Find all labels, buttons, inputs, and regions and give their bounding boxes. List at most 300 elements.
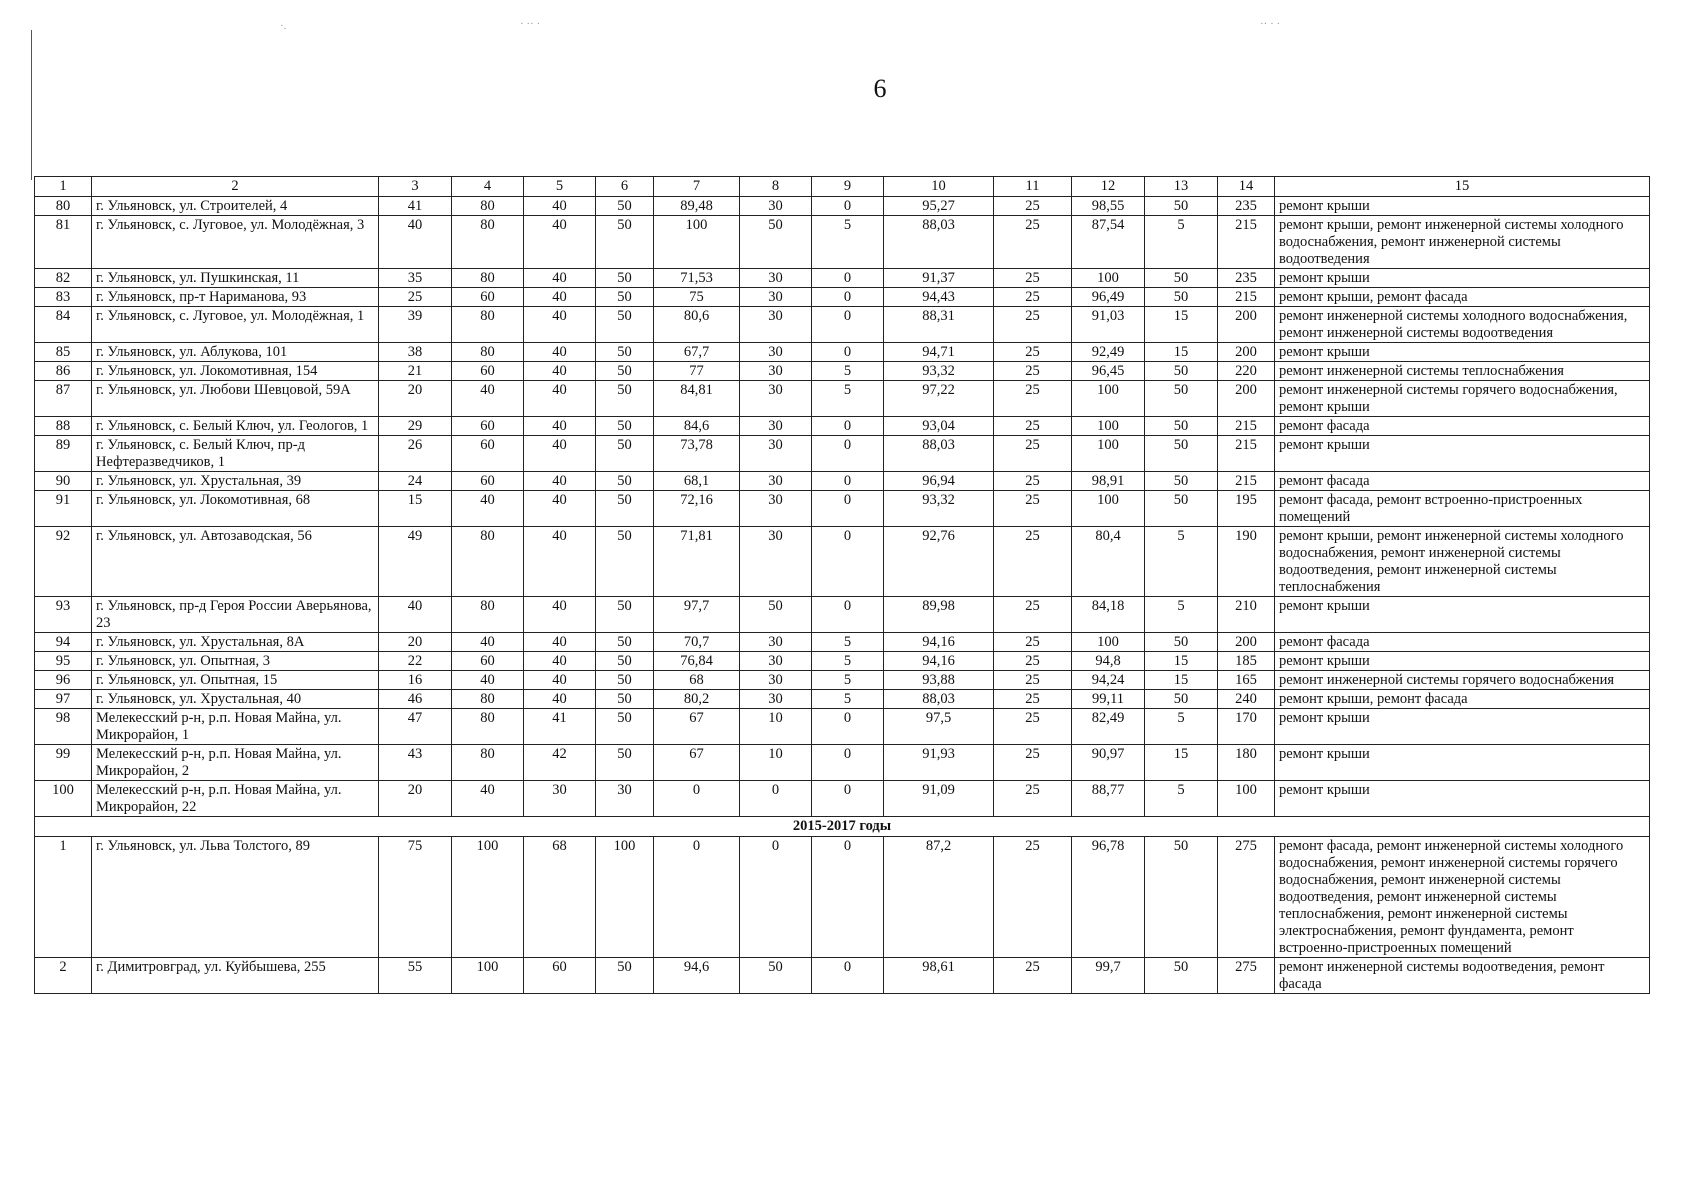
repair-works-cell: ремонт фасада, ремонт инженерной системы холодного водоснабжения, ремонт инженерной системы горячего водоснабжения, ремонт инженерной системы водоотведения, ремонт инженерной системы теплоснабжения, ремонт инженерной системы электроснабжения, ремонт фундамента, ремонт встроенно-пристроенных помещений [1275, 837, 1650, 958]
value-cell: 40 [524, 269, 596, 288]
value-cell: 40 [524, 288, 596, 307]
table-row [35, 597, 1650, 633]
value-cell: 25 [994, 690, 1072, 709]
repair-works-cell: ремонт крыши [1275, 597, 1650, 633]
page-number: 6 [873, 74, 887, 103]
repair-works-cell: ремонт инженерной системы водоотведения, ремонт фасада [1275, 958, 1650, 994]
value-cell: 35 [379, 269, 452, 288]
repair-works-cell: ремонт инженерной системы холодного водоснабжения, ремонт инженерной системы водоотведения [1275, 307, 1650, 343]
value-cell: 94,8 [1072, 652, 1145, 671]
value-cell: 68,1 [654, 472, 740, 491]
value-cell: 50 [596, 197, 654, 216]
value-cell: 30 [740, 633, 812, 652]
value-cell: 67 [654, 709, 740, 745]
value-cell: 67 [654, 745, 740, 781]
address-cell: г. Ульяновск, с. Луговое, ул. Молодёжная, 1 [92, 307, 379, 343]
repair-works-cell: ремонт фасада [1275, 633, 1650, 652]
row-number-cell: 89 [35, 436, 92, 472]
value-cell: 25 [994, 269, 1072, 288]
value-cell: 96,78 [1072, 837, 1145, 958]
value-cell: 22 [379, 652, 452, 671]
table-body-part1 [35, 197, 1650, 817]
value-cell: 73,78 [654, 436, 740, 472]
value-cell: 88,77 [1072, 781, 1145, 817]
value-cell: 50 [596, 652, 654, 671]
value-cell: 80 [452, 216, 524, 269]
row-number-cell: 86 [35, 362, 92, 381]
address-cell: г. Ульяновск, ул. Льва Толстого, 89 [92, 837, 379, 958]
page-left-rule [31, 30, 32, 180]
row-number-cell: 84 [35, 307, 92, 343]
value-cell: 84,6 [654, 417, 740, 436]
row-number-cell: 1 [35, 837, 92, 958]
table-row [35, 216, 1650, 269]
value-cell: 21 [379, 362, 452, 381]
value-cell: 93,88 [884, 671, 994, 690]
value-cell: 80,6 [654, 307, 740, 343]
table-row [35, 472, 1650, 491]
value-cell: 88,31 [884, 307, 994, 343]
value-cell: 25 [994, 436, 1072, 472]
value-cell: 185 [1218, 652, 1275, 671]
value-cell: 80 [452, 307, 524, 343]
row-number-cell: 87 [35, 381, 92, 417]
value-cell: 40 [452, 491, 524, 527]
value-cell: 190 [1218, 527, 1275, 597]
value-cell: 30 [740, 436, 812, 472]
value-cell: 95,27 [884, 197, 994, 216]
value-cell: 0 [812, 288, 884, 307]
value-cell: 40 [524, 652, 596, 671]
value-cell: 100 [1072, 491, 1145, 527]
value-cell: 93,32 [884, 491, 994, 527]
value-cell: 41 [379, 197, 452, 216]
value-cell: 40 [524, 597, 596, 633]
value-cell: 91,93 [884, 745, 994, 781]
value-cell: 0 [812, 709, 884, 745]
repair-works-cell: ремонт крыши, ремонт фасада [1275, 288, 1650, 307]
scan-speck: ·. [280, 20, 287, 32]
value-cell: 25 [994, 491, 1072, 527]
row-number-cell: 82 [35, 269, 92, 288]
value-cell: 195 [1218, 491, 1275, 527]
value-cell: 40 [524, 362, 596, 381]
value-cell: 89,48 [654, 197, 740, 216]
value-cell: 26 [379, 436, 452, 472]
value-cell: 30 [740, 417, 812, 436]
value-cell: 0 [812, 197, 884, 216]
table-row [35, 381, 1650, 417]
value-cell: 99,11 [1072, 690, 1145, 709]
table-row [35, 958, 1650, 994]
address-cell: г. Ульяновск, ул. Любови Шевцовой, 59А [92, 381, 379, 417]
column-header: 13 [1145, 177, 1218, 197]
value-cell: 25 [994, 527, 1072, 597]
row-number-cell: 2 [35, 958, 92, 994]
value-cell: 50 [596, 288, 654, 307]
value-cell: 84,81 [654, 381, 740, 417]
column-header: 4 [452, 177, 524, 197]
address-cell: г. Ульяновск, ул. Опытная, 15 [92, 671, 379, 690]
value-cell: 50 [740, 597, 812, 633]
address-cell: г. Ульяновск, ул. Строителей, 4 [92, 197, 379, 216]
address-cell: Мелекесский р-н, р.п. Новая Майна, ул. Микрорайон, 22 [92, 781, 379, 817]
value-cell: 55 [379, 958, 452, 994]
value-cell: 215 [1218, 417, 1275, 436]
value-cell: 200 [1218, 343, 1275, 362]
repair-works-cell: ремонт фасада [1275, 417, 1650, 436]
repair-works-cell: ремонт крыши [1275, 781, 1650, 817]
repair-works-cell: ремонт крыши [1275, 745, 1650, 781]
value-cell: 94,43 [884, 288, 994, 307]
value-cell: 40 [524, 343, 596, 362]
value-cell: 50 [596, 343, 654, 362]
row-number-cell: 94 [35, 633, 92, 652]
value-cell: 60 [452, 436, 524, 472]
value-cell: 80 [452, 709, 524, 745]
value-cell: 0 [812, 491, 884, 527]
value-cell: 215 [1218, 216, 1275, 269]
value-cell: 25 [994, 307, 1072, 343]
value-cell: 30 [596, 781, 654, 817]
address-cell: г. Ульяновск, ул. Автозаводская, 56 [92, 527, 379, 597]
value-cell: 40 [524, 472, 596, 491]
value-cell: 47 [379, 709, 452, 745]
value-cell: 30 [740, 307, 812, 343]
value-cell: 50 [596, 381, 654, 417]
value-cell: 42 [524, 745, 596, 781]
value-cell: 91,09 [884, 781, 994, 817]
column-header: 10 [884, 177, 994, 197]
row-number-cell: 95 [35, 652, 92, 671]
value-cell: 93,32 [884, 362, 994, 381]
table-row [35, 671, 1650, 690]
value-cell: 5 [812, 671, 884, 690]
value-cell: 80 [452, 690, 524, 709]
value-cell: 20 [379, 633, 452, 652]
value-cell: 38 [379, 343, 452, 362]
value-cell: 200 [1218, 633, 1275, 652]
value-cell: 50 [596, 527, 654, 597]
address-cell: г. Ульяновск, ул. Хрустальная, 8А [92, 633, 379, 652]
value-cell: 98,55 [1072, 197, 1145, 216]
value-cell: 30 [740, 362, 812, 381]
value-cell: 220 [1218, 362, 1275, 381]
value-cell: 25 [994, 381, 1072, 417]
value-cell: 70,7 [654, 633, 740, 652]
value-cell: 275 [1218, 837, 1275, 958]
address-cell: г. Ульяновск, ул. Хрустальная, 39 [92, 472, 379, 491]
table-row [35, 269, 1650, 288]
value-cell: 60 [452, 472, 524, 491]
repair-schedule-table [34, 176, 1650, 994]
repair-works-cell: ремонт крыши [1275, 436, 1650, 472]
value-cell: 15 [1145, 671, 1218, 690]
value-cell: 100 [1072, 381, 1145, 417]
value-cell: 80,2 [654, 690, 740, 709]
value-cell: 15 [379, 491, 452, 527]
value-cell: 50 [740, 216, 812, 269]
value-cell: 94,71 [884, 343, 994, 362]
value-cell: 96,49 [1072, 288, 1145, 307]
value-cell: 40 [452, 381, 524, 417]
value-cell: 40 [524, 491, 596, 527]
address-cell: г. Ульяновск, ул. Локомотивная, 154 [92, 362, 379, 381]
value-cell: 50 [596, 362, 654, 381]
value-cell: 68 [654, 671, 740, 690]
value-cell: 5 [1145, 781, 1218, 817]
address-cell: г. Ульяновск, ул. Опытная, 3 [92, 652, 379, 671]
column-header: 11 [994, 177, 1072, 197]
table-row [35, 633, 1650, 652]
value-cell: 75 [654, 288, 740, 307]
column-header: 2 [92, 177, 379, 197]
table-row [35, 436, 1650, 472]
address-cell: г. Димитровград, ул. Куйбышева, 255 [92, 958, 379, 994]
value-cell: 80 [452, 343, 524, 362]
value-cell: 5 [1145, 597, 1218, 633]
value-cell: 5 [1145, 527, 1218, 597]
value-cell: 0 [812, 837, 884, 958]
value-cell: 50 [596, 491, 654, 527]
address-cell: Мелекесский р-н, р.п. Новая Майна, ул. Микрорайон, 1 [92, 709, 379, 745]
value-cell: 50 [1145, 436, 1218, 472]
table-row [35, 709, 1650, 745]
value-cell: 41 [524, 709, 596, 745]
address-cell: г. Ульяновск, ул. Пушкинская, 11 [92, 269, 379, 288]
value-cell: 92,76 [884, 527, 994, 597]
value-cell: 50 [1145, 417, 1218, 436]
value-cell: 97,7 [654, 597, 740, 633]
table-row [35, 343, 1650, 362]
column-header: 9 [812, 177, 884, 197]
table-row [35, 307, 1650, 343]
value-cell: 40 [524, 197, 596, 216]
table-row [35, 745, 1650, 781]
value-cell: 25 [994, 288, 1072, 307]
value-cell: 92,49 [1072, 343, 1145, 362]
address-cell: г. Ульяновск, с. Луговое, ул. Молодёжная, 3 [92, 216, 379, 269]
value-cell: 30 [740, 269, 812, 288]
value-cell: 10 [740, 709, 812, 745]
value-cell: 0 [654, 837, 740, 958]
value-cell: 0 [812, 527, 884, 597]
value-cell: 87,54 [1072, 216, 1145, 269]
value-cell: 50 [596, 269, 654, 288]
value-cell: 91,37 [884, 269, 994, 288]
repair-works-cell: ремонт крыши, ремонт инженерной системы холодного водоснабжения, ремонт инженерной системы водоотведения [1275, 216, 1650, 269]
value-cell: 24 [379, 472, 452, 491]
value-cell: 16 [379, 671, 452, 690]
column-header: 1 [35, 177, 92, 197]
value-cell: 72,16 [654, 491, 740, 527]
value-cell: 165 [1218, 671, 1275, 690]
value-cell: 50 [596, 597, 654, 633]
value-cell: 71,81 [654, 527, 740, 597]
value-cell: 0 [812, 343, 884, 362]
value-cell: 25 [994, 958, 1072, 994]
value-cell: 25 [994, 216, 1072, 269]
value-cell: 88,03 [884, 436, 994, 472]
value-cell: 97,22 [884, 381, 994, 417]
value-cell: 100 [654, 216, 740, 269]
value-cell: 25 [994, 417, 1072, 436]
value-cell: 40 [379, 597, 452, 633]
value-cell: 5 [812, 381, 884, 417]
value-cell: 40 [524, 417, 596, 436]
value-cell: 50 [1145, 288, 1218, 307]
value-cell: 50 [1145, 362, 1218, 381]
row-number-cell: 81 [35, 216, 92, 269]
value-cell: 60 [452, 362, 524, 381]
value-cell: 50 [1145, 472, 1218, 491]
value-cell: 40 [524, 527, 596, 597]
scan-speck: · ·· · [520, 18, 541, 30]
value-cell: 90,97 [1072, 745, 1145, 781]
column-header: 12 [1072, 177, 1145, 197]
value-cell: 40 [452, 671, 524, 690]
value-cell: 30 [740, 690, 812, 709]
value-cell: 98,91 [1072, 472, 1145, 491]
value-cell: 60 [452, 288, 524, 307]
repair-works-cell: ремонт инженерной системы горячего водоснабжения, ремонт крыши [1275, 381, 1650, 417]
row-number-cell: 91 [35, 491, 92, 527]
value-cell: 0 [740, 781, 812, 817]
value-cell: 50 [596, 472, 654, 491]
value-cell: 100 [596, 837, 654, 958]
row-number-cell: 90 [35, 472, 92, 491]
value-cell: 210 [1218, 597, 1275, 633]
value-cell: 30 [740, 197, 812, 216]
value-cell: 50 [596, 958, 654, 994]
row-number-cell: 96 [35, 671, 92, 690]
row-number-cell: 92 [35, 527, 92, 597]
value-cell: 94,16 [884, 652, 994, 671]
value-cell: 82,49 [1072, 709, 1145, 745]
value-cell: 25 [994, 197, 1072, 216]
value-cell: 50 [1145, 690, 1218, 709]
value-cell: 170 [1218, 709, 1275, 745]
value-cell: 25 [994, 652, 1072, 671]
address-cell: г. Ульяновск, с. Белый Ключ, ул. Геологов, 1 [92, 417, 379, 436]
value-cell: 0 [812, 745, 884, 781]
value-cell: 50 [596, 436, 654, 472]
value-cell: 68 [524, 837, 596, 958]
value-cell: 15 [1145, 745, 1218, 781]
value-cell: 25 [994, 745, 1072, 781]
value-cell: 50 [1145, 633, 1218, 652]
value-cell: 30 [740, 671, 812, 690]
value-cell: 80 [452, 197, 524, 216]
value-cell: 0 [812, 781, 884, 817]
row-number-cell: 97 [35, 690, 92, 709]
value-cell: 0 [812, 307, 884, 343]
repair-works-cell: ремонт инженерной системы горячего водоснабжения [1275, 671, 1650, 690]
value-cell: 5 [1145, 216, 1218, 269]
value-cell: 200 [1218, 307, 1275, 343]
repair-works-cell: ремонт крыши [1275, 343, 1650, 362]
value-cell: 96,94 [884, 472, 994, 491]
value-cell: 25 [994, 597, 1072, 633]
value-cell: 67,7 [654, 343, 740, 362]
value-cell: 275 [1218, 958, 1275, 994]
repair-works-cell: ремонт фасада [1275, 472, 1650, 491]
value-cell: 49 [379, 527, 452, 597]
value-cell: 50 [596, 216, 654, 269]
value-cell: 0 [654, 781, 740, 817]
value-cell: 0 [812, 958, 884, 994]
value-cell: 235 [1218, 269, 1275, 288]
table-row [35, 417, 1650, 436]
value-cell: 50 [596, 745, 654, 781]
value-cell: 15 [1145, 652, 1218, 671]
value-cell: 80,4 [1072, 527, 1145, 597]
value-cell: 60 [524, 958, 596, 994]
value-cell: 39 [379, 307, 452, 343]
value-cell: 99,7 [1072, 958, 1145, 994]
table-row [35, 837, 1650, 958]
value-cell: 50 [596, 690, 654, 709]
value-cell: 30 [740, 472, 812, 491]
value-cell: 96,45 [1072, 362, 1145, 381]
column-header: 7 [654, 177, 740, 197]
table-row [35, 781, 1650, 817]
value-cell: 29 [379, 417, 452, 436]
value-cell: 97,5 [884, 709, 994, 745]
value-cell: 40 [524, 633, 596, 652]
repair-works-cell: ремонт крыши [1275, 269, 1650, 288]
value-cell: 93,04 [884, 417, 994, 436]
scan-speck: ·· · · [1260, 18, 1281, 30]
section-title: 2015-2017 годы [35, 817, 1650, 837]
value-cell: 50 [1145, 269, 1218, 288]
column-header-row [35, 177, 1650, 197]
value-cell: 94,6 [654, 958, 740, 994]
value-cell: 25 [994, 362, 1072, 381]
value-cell: 25 [994, 633, 1072, 652]
value-cell: 84,18 [1072, 597, 1145, 633]
value-cell: 25 [994, 472, 1072, 491]
value-cell: 88,03 [884, 216, 994, 269]
column-header: 14 [1218, 177, 1275, 197]
value-cell: 20 [379, 781, 452, 817]
row-number-cell: 88 [35, 417, 92, 436]
value-cell: 50 [596, 671, 654, 690]
value-cell: 76,84 [654, 652, 740, 671]
value-cell: 5 [812, 652, 884, 671]
value-cell: 5 [812, 216, 884, 269]
value-cell: 87,2 [884, 837, 994, 958]
value-cell: 50 [596, 417, 654, 436]
value-cell: 30 [740, 527, 812, 597]
value-cell: 50 [1145, 197, 1218, 216]
value-cell: 50 [596, 307, 654, 343]
value-cell: 40 [524, 216, 596, 269]
value-cell: 0 [812, 472, 884, 491]
value-cell: 100 [452, 837, 524, 958]
value-cell: 10 [740, 745, 812, 781]
repair-works-cell: ремонт фасада, ремонт встроенно-пристроенных помещений [1275, 491, 1650, 527]
column-header: 15 [1275, 177, 1650, 197]
table-row [35, 362, 1650, 381]
value-cell: 43 [379, 745, 452, 781]
value-cell: 50 [1145, 837, 1218, 958]
value-cell: 215 [1218, 436, 1275, 472]
repair-works-cell: ремонт крыши [1275, 652, 1650, 671]
value-cell: 215 [1218, 472, 1275, 491]
table-row [35, 288, 1650, 307]
value-cell: 15 [1145, 343, 1218, 362]
